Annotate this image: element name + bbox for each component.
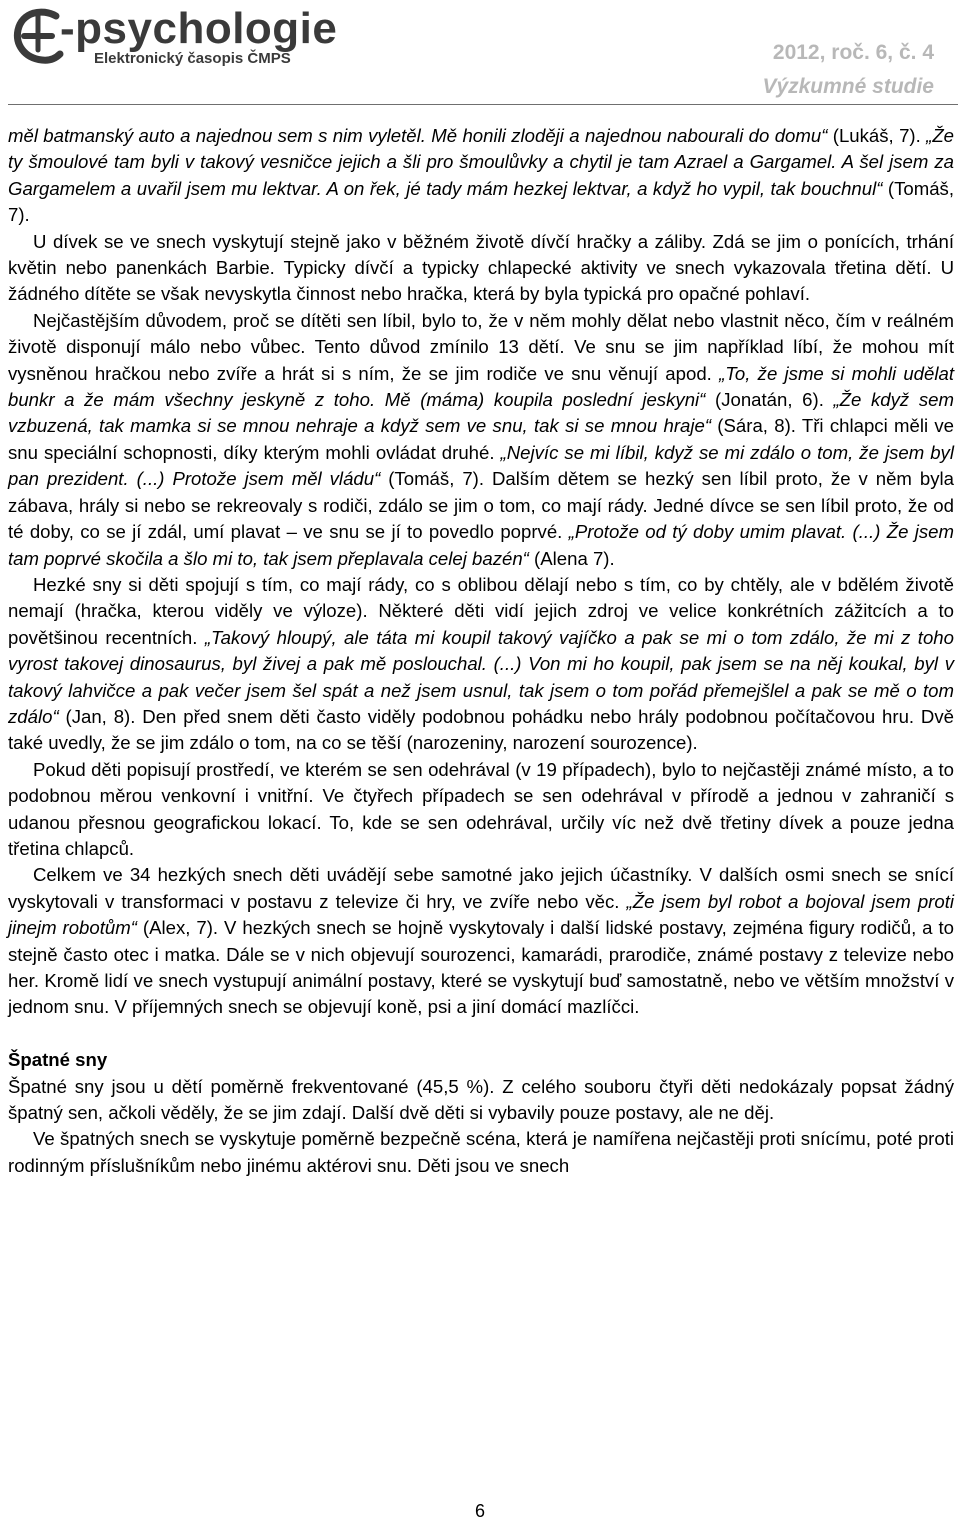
quote-segment: „To, že jsme si mohli udělat bunkr a že mám všechny jeskyně z toho. Mě (máma) koupila poslední jeskyni“ [8,362,954,411]
text-segment: (Tomáš, 7). [8,177,955,226]
paragraph-3 [8,308,954,572]
paragraph-4 [8,572,954,757]
quote-segment: „Že jsem byl robot a bojoval jsem proti jinejm robotům“ [8,890,954,939]
article-body [8,123,954,1179]
quote-segment: „Že když sem vzbuzená, tak mamka si se mnou nehraje a když sem ve snu, tak si se mnou hraje“ [8,389,954,437]
text-segment: Hezké sny si děti spojují s tím, co mají rády, co s oblibou dělají nebo s tím, co by chtěly, ale v bdělém životě nemají (hračka, kterou viděly ve výloze). Některé děti vidí jejich zdroj ve velice konkrétních zážitcích a to povětšinou recentních. [8,573,954,648]
paragraph-1 [8,123,954,229]
issue-info: 2012, roč. 6, č. 4 [772,41,934,64]
text-segment: (Jan, 8). Den před snem děti často viděly podobnou pohádku nebo hrály podobnou počítačovou hru. Dvě také uvedly, že se jim zdálo o tom, na co se těší (narozeniny, narození sourozence). [8,705,954,754]
journal-logo [8,4,368,76]
text-segment: (Alex, 7). V hezkých snech se hojně vyskytovaly i další lidské postavy, zejména figury rodičů, a to stejně často otec i matka. Dále se v nich objevují sourozenci, kamarádi, prarodiče, známé postavy z televize nebo her. Kromě lidí ve snech vystupují animální postavy, které se vyskytují buď samostatně, nebo ve větším množství v jednom snu. V příjemných snech se objevují koně, psi a jiní domácí mazlíčci. [8,917,954,1018]
paragraph-6 [8,862,954,1020]
page-header [0,0,960,105]
header-divider [8,104,958,105]
quote-segment: „Že ty šmoulové tam byli v takový vesničce jejich a šli pro šmoulůvky a chytil je tam Azrael a Gargamel. A šel jsem za Gargamelem a uvařil jsem mu lektvar. A on řek, jé tady mám hezkej lektvar, a když ho vypil, tak bouchnul“ [8,125,955,199]
section-heading: Špatné sny [8,1049,108,1071]
psi-logo-icon [8,6,68,66]
text-segment: Celkem ve 34 hezkých snech děti uvádějí sebe samotné jako jejich účastníky. V dalších osmi snech se snící vyskytovali v transformaci v postavu z televize či hry, ve zvíře nebo věc. [8,864,954,912]
text-segment: (Lukáš, 7). [827,125,927,146]
logo-subtitle: Elektronický časopis ČMPS [94,50,291,67]
paragraph-2: U dívek se ve snech vyskytují stejně jako v běžném životě dívčí hračky a záliby. Zdá se jim o ponících, trhání květin nebo panenkách Barbie. Typicky dívčí a typicky chlapecké aktivity ve snech vykazovala třetina dětí. U žádného dítěte se však nevyskytla činnost nebo hračka, která by byla typická pro opačné pohlaví. [8,230,954,305]
text-segment: (Alena 7). [528,547,615,569]
section-name: Výzkumné studie [762,75,934,98]
text-segment: Nejčastějším důvodem, proč se dítěti sen líbil, bylo to, že v něm mohly dělat nebo vlastnit něco, čím v reálném životě disponují málo nebo vůbec. Tento důvod zmínilo 13 dětí. Ve snu se jim například líbí, že mohou mít vysněnou hračkou nebo zvíře a hrát si s ním, že se jim rodiče ve snu věnují apod. [8,309,954,384]
quote-segment: „Protože od tý doby umim plavat. (...) Že jsem tam poprvé skočila a šlo mi to, tak jsem přeplavala celej bazén“ [8,521,954,569]
paragraph-8: Ve špatných snech se vyskytuje poměrně bezpečně scéna, která je namířena nejčastěji proti snícímu, poté proti rodinným příslušníkům nebo jinému aktérovi snu. Děti jsou ve snech [8,1128,954,1176]
quote-segment: „Takový hloupý, ale táta mi koupil takový vajíčko a pak se mi o tom zdálo, že mi z toho vyrost takovej dinosaurus, byl živej a pak mě poslouchal. (...) Von mi ho koupil, pak jsem se na něj koukal, byl v takový lahvičce a pak večer jsem šel spát a než jsem usnul, tak jsem o tom pořád přemejšlel a pak se mě o tom zdálo“ [8,626,954,727]
text-segment: (Tomáš, 7). Dalším dětem se hezký sen líbil proto, že v něm byla zábava, hrály si nebo se rekreovaly s rodiči, zdálo se jim o tom, co mají rády. Jedné dívce se sen líbil proto, že od té doby, co se jí zdál, umí plavat – ve snu se jí to povedlo poprvé. [8,468,954,543]
paragraph-7: Špatné sny jsou u dětí poměrně frekventované (45,5 %). Z celého souboru čtyři děti nedokázaly popsat žádný špatný sen, ačkoli věděly, že se jim zdají. Další dvě děti si vybavily pouze postavy, ale ne děj. [8,1075,954,1124]
quote-segment: měl batmanský auto a najednou sem s nim vyletěl. Mě honili zloději a najednou nabourali do domu“ [8,125,828,146]
page-number: 6 [474,1501,485,1521]
logo-title: -psychologie [60,4,338,53]
text-segment: (Jonatán, 6). [705,389,834,411]
paragraph-5: Pokud děti popisují prostředí, ve kterém se sen odehrával (v 19 případech), bylo to nejčastěji známé místo, a to podobnou měrou venkovní i vnitřní. Ve čtyřech případech se sen odehrával v přírodě a jednou v zahraničí s udanou přesnou geografickou lokací. To, kde se sen odehrával, určily víc než dvě třetiny dívek a pouze jedna třetina chlapců. [8,758,954,859]
text-segment: (Sára, 8). Tři chlapci měli ve snu speciální schopnosti, díky kterým mohli ovládat druhé. [8,415,955,463]
quote-segment: „Nejvíc se mi líbil, když se mi zdálo o tom, že jsem byl pan prezident. (...) Protože jsem měl vládu“ [8,441,954,490]
